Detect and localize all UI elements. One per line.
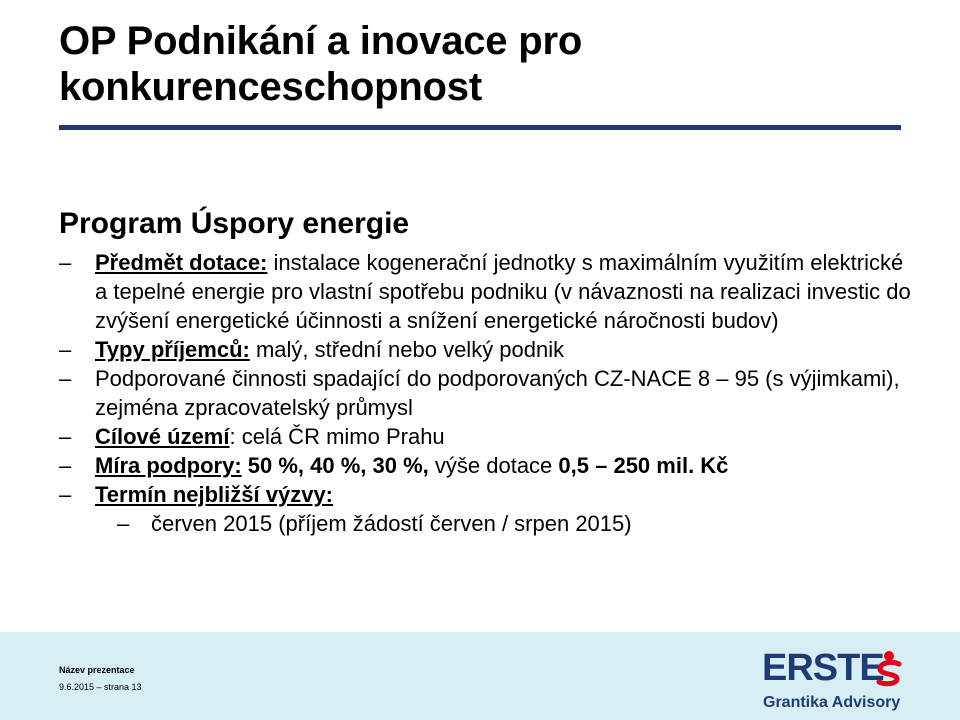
bullet-text: Podporované činnosti spadající do podporovaných CZ-NACE 8 – 95 (s výjimkami), zejména zpracovatelský průmysl [95, 366, 900, 420]
bullet-dash: – [59, 250, 72, 275]
footer-date-page: 9.6.2015 – strana 13 [59, 682, 142, 692]
footer [0, 632, 960, 720]
bullet-dash: – [59, 337, 72, 362]
bullet-dash: – [59, 366, 72, 391]
bullet-text: : celá ČR mimo Prahu [229, 424, 445, 449]
support-rate-values: 50 %, 40 %, 30 %, [241, 453, 429, 478]
logo-wordmark: ERSTE [762, 647, 884, 689]
bullet-list [59, 248, 919, 538]
support-amount: 0,5 – 250 mil. Kč [558, 453, 729, 478]
bullet-call-date-detail [59, 509, 919, 538]
bullet-activities [59, 364, 919, 422]
bullet-text: výše dotace [428, 453, 559, 478]
bullet-label: Míra podpory: [95, 453, 242, 478]
bullet-label: Cílové území [95, 424, 230, 449]
bullet-label: Předmět dotace: [95, 250, 268, 275]
bullet-call-date [59, 480, 919, 509]
erste-logo [762, 642, 902, 716]
bullet-subject [59, 248, 919, 335]
bullet-recipients [59, 335, 919, 364]
bullet-dash: – [59, 424, 72, 449]
bullet-label: Termín nejbližší výzvy: [95, 482, 334, 507]
slide-title: OP Podnikání a inovace pro konkurenceschopnost [59, 19, 583, 109]
bullet-text: instalace kogenerační jednotky s maximálním využitím elektrické a tepelné energie pro vlastní spotřebu podniku (v návaznosti na realizaci investic do zvýšení energetické účinnosti a snížení energetické náročnosti budov) [95, 250, 911, 333]
title-divider [59, 125, 901, 130]
bullet-text: malý, střední nebo velký podnik [249, 337, 565, 362]
section-heading: Program Úspory energie [59, 207, 410, 240]
bullet-text: červen 2015 (příjem žádostí červen / srpen 2015) [151, 511, 632, 536]
bullet-dash: – [59, 453, 72, 478]
bullet-support-rate [59, 451, 919, 480]
footer-presentation-name: Název prezentace [59, 665, 135, 675]
bullet-label: Typy příjemců: [95, 337, 250, 362]
bullet-dash: – [59, 482, 72, 507]
bullet-dash: – [117, 511, 130, 536]
erste-s-icon [875, 650, 903, 690]
logo-subtitle: Grantika Advisory [763, 694, 901, 711]
bullet-territory [59, 422, 919, 451]
